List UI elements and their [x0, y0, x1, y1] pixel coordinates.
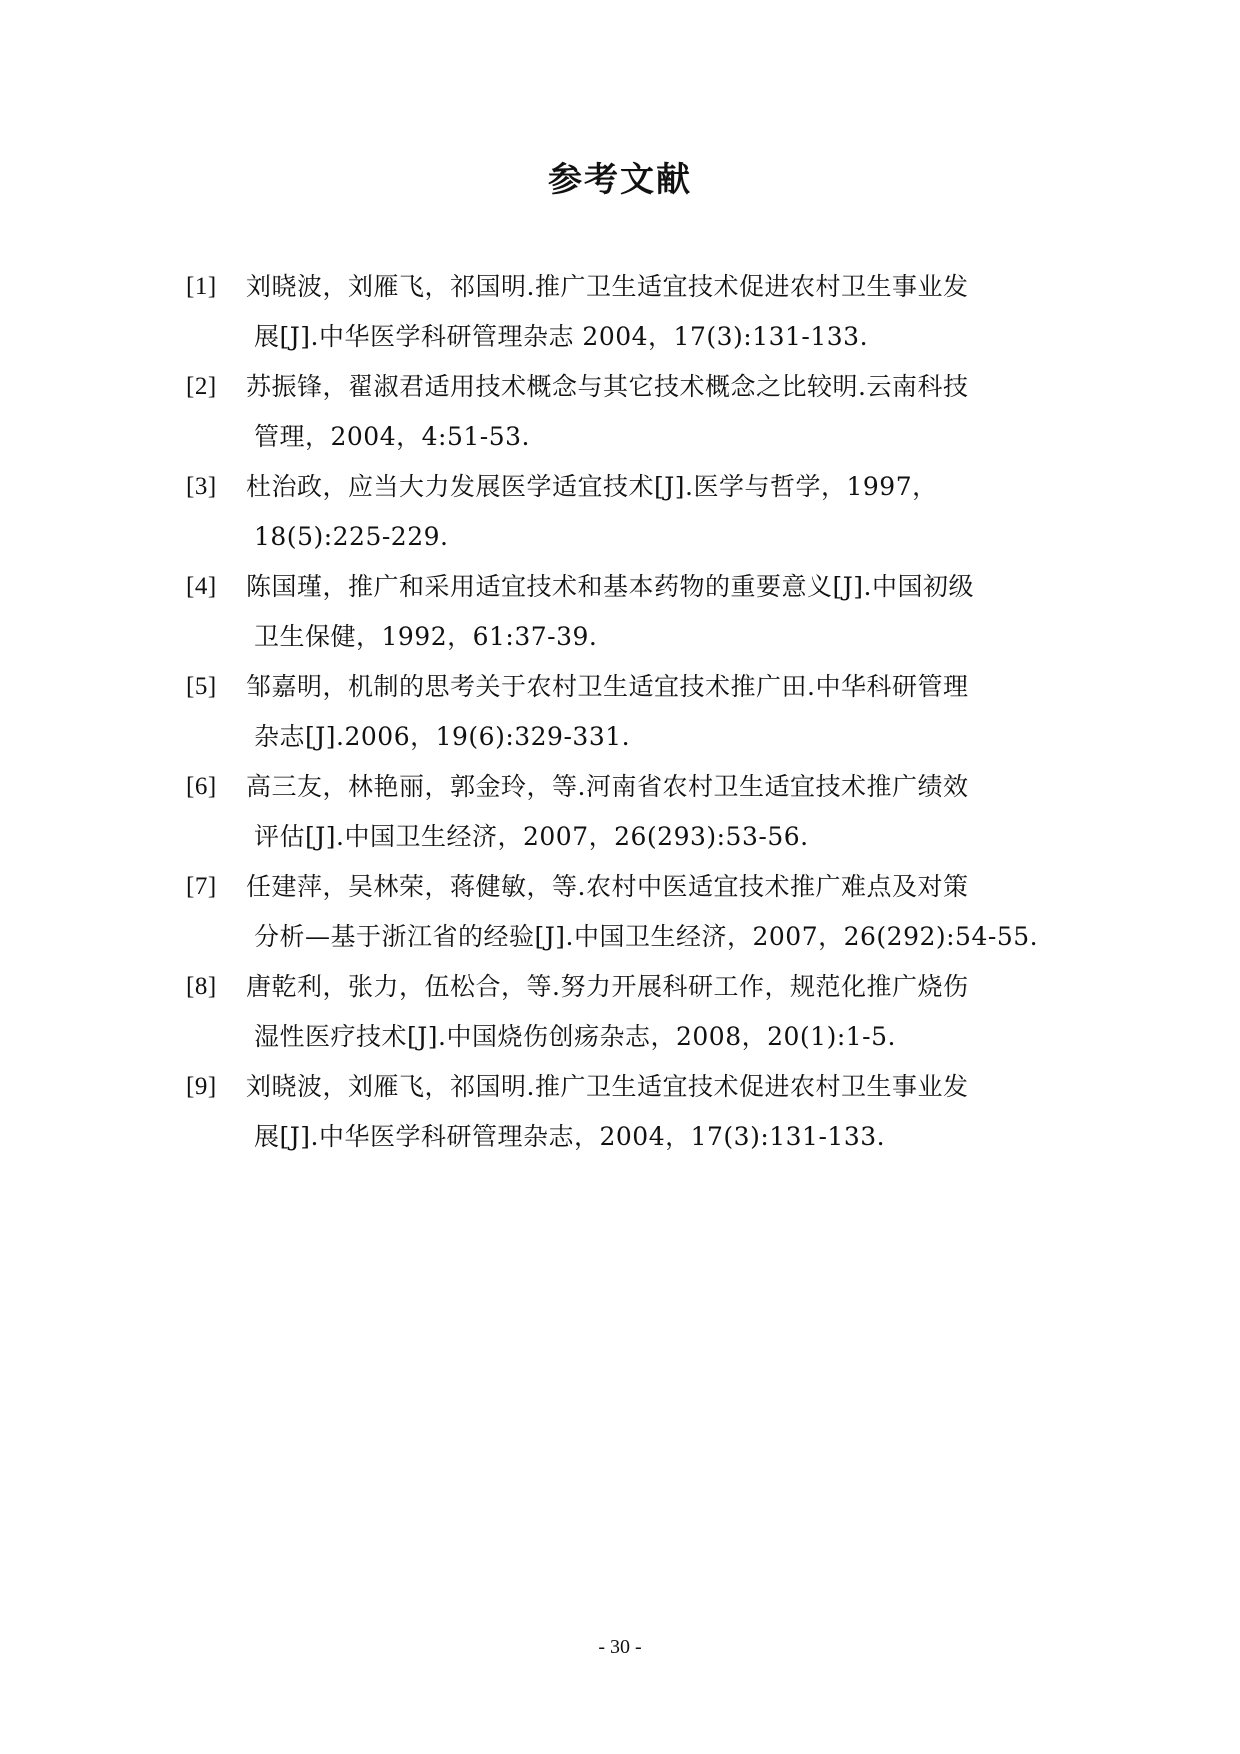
reference-number: [8] [186, 973, 217, 1000]
reference-text [246, 462, 1056, 562]
reference-line: 苏振锋，翟淑君适用技术概念与其它技术概念之比较明.云南科技 [246, 372, 969, 401]
reference-line: 高三友，林艳丽，郭金玲，等.河南省农村卫生适宜技术推广绩效 [246, 772, 969, 801]
reference-line: 卫生保健，1992，61:37-39. [254, 622, 598, 651]
reference-item-7 [186, 862, 1056, 962]
reference-item-8 [186, 962, 1056, 1062]
reference-number: [9] [186, 1073, 217, 1100]
reference-number: [1] [186, 273, 217, 300]
reference-number: [7] [186, 873, 217, 900]
reference-text [246, 962, 1056, 1062]
reference-text [246, 262, 1056, 362]
reference-line: 刘晓波，刘雁飞，祁国明.推广卫生适宜技术促进农村卫生事业发 [246, 272, 969, 301]
reference-number: [2] [186, 373, 217, 400]
reference-line: 杜治政，应当大力发展医学适宜技术[J].医学与哲学，1997， [246, 472, 938, 501]
reference-text [246, 762, 1056, 862]
reference-text [246, 662, 1056, 762]
reference-line: 邹嘉明，机制的思考关于农村卫生适宜技术推广田.中华科研管理 [246, 672, 969, 701]
page-title: 参考文献 [548, 160, 692, 200]
reference-item-2 [186, 362, 1056, 462]
reference-line: 唐乾利，张力，伍松合，等.努力开展科研工作，规范化推广烧伤 [246, 972, 969, 1001]
reference-text [246, 1062, 1056, 1162]
reference-line: 评估[J].中国卫生经济，2007，26(293):53-56. [254, 822, 809, 851]
reference-item-1 [186, 262, 1056, 362]
reference-number: [5] [186, 673, 217, 700]
reference-line: 湿性医疗技术[J].中国烧伤创疡杂志，2008，20(1):1-5. [254, 1022, 896, 1051]
reference-item-3 [186, 462, 1056, 562]
page-number: - 30 - [598, 1636, 642, 1658]
reference-line: 陈国瑾，推广和采用适宜技术和基本药物的重要意义[J].中国初级 [246, 572, 974, 601]
reference-line: 杂志[J].2006，19(6):329-331. [254, 722, 631, 751]
reference-line: 展[J].中华医学科研管理杂志 2004，17(3):131-133. [254, 322, 869, 351]
reference-item-9 [186, 1062, 1056, 1162]
reference-text [246, 362, 1056, 462]
reference-number: [3] [186, 473, 217, 500]
reference-line: 任建萍，吴林荣，蒋健敏，等.农村中医适宜技术推广难点及对策 [246, 872, 969, 901]
reference-line: 18(5):225-229. [254, 522, 449, 551]
reference-item-4 [186, 562, 1056, 662]
reference-number: [4] [186, 573, 217, 600]
reference-text [246, 862, 1056, 962]
reference-line: 分析—基于浙江省的经验[J].中国卫生经济，2007，26(292):54-55. [254, 922, 1039, 951]
reference-line: 刘晓波，刘雁飞，祁国明.推广卫生适宜技术促进农村卫生事业发 [246, 1072, 969, 1101]
reference-text [246, 562, 1056, 662]
reference-line: 展[J].中华医学科研管理杂志，2004，17(3):131-133. [254, 1122, 886, 1151]
reference-line: 管理，2004，4:51-53. [254, 422, 530, 451]
reference-list [186, 262, 1056, 1162]
reference-item-6 [186, 762, 1056, 862]
reference-item-5 [186, 662, 1056, 762]
reference-number: [6] [186, 773, 217, 800]
